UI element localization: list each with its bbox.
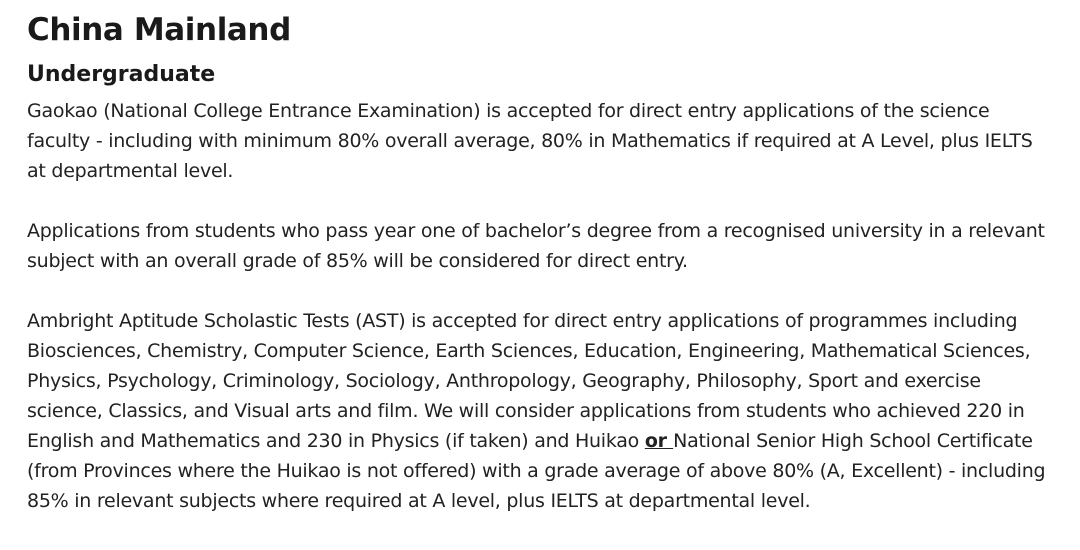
paragraph-ast-text-end: National Senior High School Certificate (from Provinces where the Huikao is not offered) with a grade average of above 80% (A, Excellent) - including 85% in relevant subjects where required at A level, plus IELTS at departmental level. xyxy=(27,430,1046,512)
paragraph-ast-text-start: Ambright Aptitude Scholastic Tests (AST) is accepted for direct entry applications of programmes including Biosciences, Chemistry, Computer Science, Earth Sciences, Education, Engineering, Mathematical Sciences, Physics, Psychology, Criminology, Sociology, Anthropology, Geography, Philosophy, Sport and exercise science, Classics, and Visual arts and film. We will consider applications from students who achieved 220 in English and Mathematics and 230 in Physics (if taken) and Huikao xyxy=(27,310,1031,452)
page-title: China Mainland xyxy=(27,12,291,48)
paragraph-ast xyxy=(27,306,1053,516)
section-heading-undergraduate: Undergraduate xyxy=(27,62,216,87)
paragraph-year-one: Applications from students who pass year one of bachelor’s degree from a recognised university in a relevant subject with an overall grade of 85% will be considered for direct entry. xyxy=(27,220,1045,272)
paragraph-gaokao: Gaokao (National College Entrance Examination) is accepted for direct entry applications of the science faculty - including with minimum 80% overall average, 80% in Mathematics if required at A Level, plus IELTS at departmental level. xyxy=(27,100,1033,182)
emphasis-or: or xyxy=(644,430,674,452)
